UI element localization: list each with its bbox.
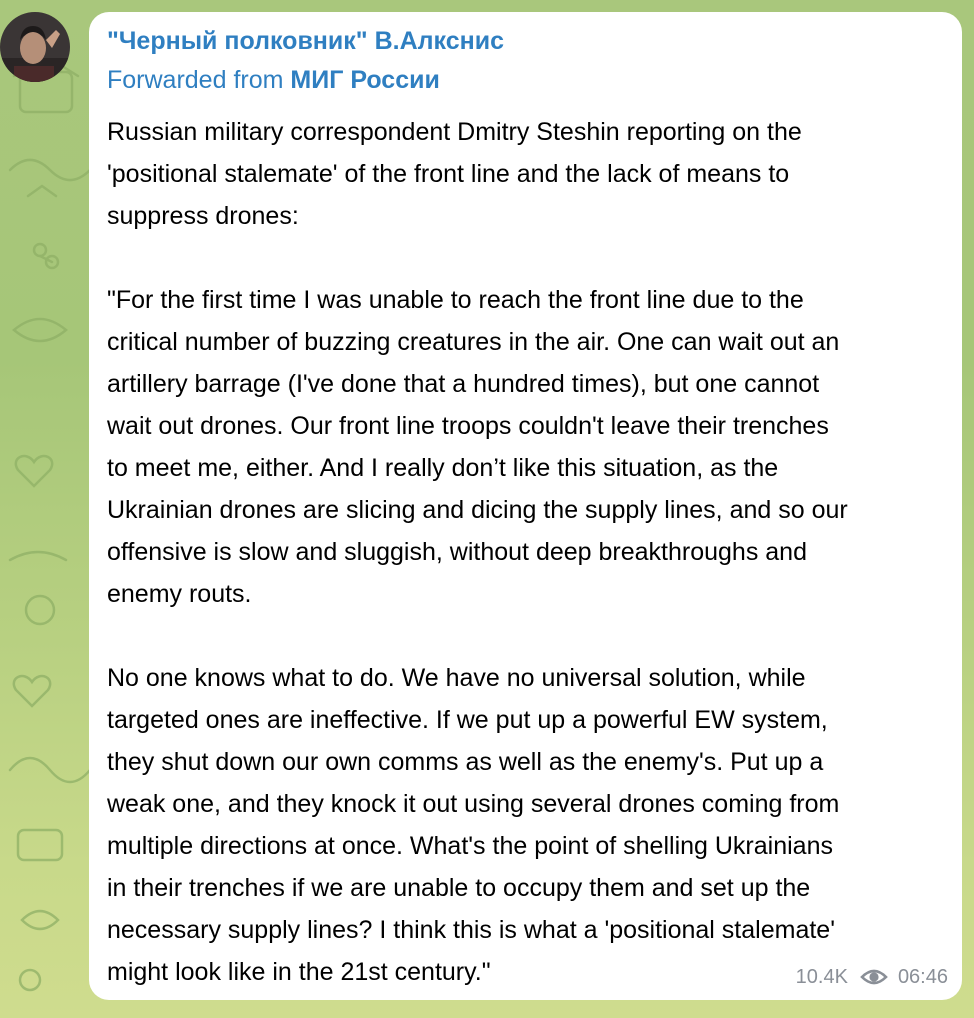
message-line: critical number of buzzing creatures in the air. One can wait out an bbox=[107, 328, 840, 356]
view-count: 10.4K bbox=[795, 966, 848, 988]
message-line: Ukrainian drones are slicing and dicing the supply lines, and so our bbox=[107, 496, 848, 524]
message-bubble bbox=[89, 12, 962, 1000]
message-line: "For the first time I was unable to reach the front line due to the bbox=[107, 286, 804, 314]
message-line: weak one, and they knock it out using several drones coming from bbox=[107, 790, 840, 818]
message-line: 'positional stalemate' of the front line and the lack of means to bbox=[107, 160, 790, 188]
forwarded-header[interactable] bbox=[107, 65, 440, 95]
message-meta bbox=[796, 965, 948, 989]
avatar-photo bbox=[0, 12, 70, 82]
message-line: might look like in the 21st century." bbox=[107, 958, 491, 986]
channel-avatar[interactable] bbox=[0, 12, 70, 82]
message-line: enemy routs. bbox=[107, 580, 252, 608]
message-line: wait out drones. Our front line troops couldn't leave their trenches bbox=[107, 412, 829, 440]
message-time: 06:46 bbox=[897, 966, 948, 988]
forwarded-source[interactable]: МИГ России bbox=[290, 66, 440, 94]
message-line: artillery barrage (I've done that a hundred times), but one cannot bbox=[107, 370, 820, 398]
forwarded-prefix: Forwarded from bbox=[107, 66, 284, 94]
message-line: they shut down our own comms as well as the enemy's. Put up a bbox=[107, 748, 824, 776]
message-line: multiple directions at once. What's the point of shelling Ukrainians bbox=[107, 832, 833, 860]
paragraph-gap bbox=[107, 615, 952, 657]
message-line: targeted ones are ineffective. If we put up a powerful EW system, bbox=[107, 706, 828, 734]
message-line: offensive is slow and sluggish, without deep breakthroughs and bbox=[107, 538, 807, 566]
message-line: in their trenches if we are unable to occupy them and set up the bbox=[107, 874, 811, 902]
message-line: No one knows what to do. We have no universal solution, while bbox=[107, 664, 806, 692]
channel-name[interactable]: "Черный полковник" В.Алкснис bbox=[107, 27, 504, 55]
message-text bbox=[107, 111, 952, 993]
message-line: Russian military correspondent Dmitry Steshin reporting on the bbox=[107, 118, 802, 146]
message-line: to meet me, either. And I really don’t like this situation, as the bbox=[107, 454, 779, 482]
eye-icon bbox=[860, 967, 888, 987]
message-line: necessary supply lines? I think this is what a 'positional stalemate' bbox=[107, 916, 835, 944]
message-line: suppress drones: bbox=[107, 202, 299, 230]
paragraph-gap bbox=[107, 237, 952, 279]
